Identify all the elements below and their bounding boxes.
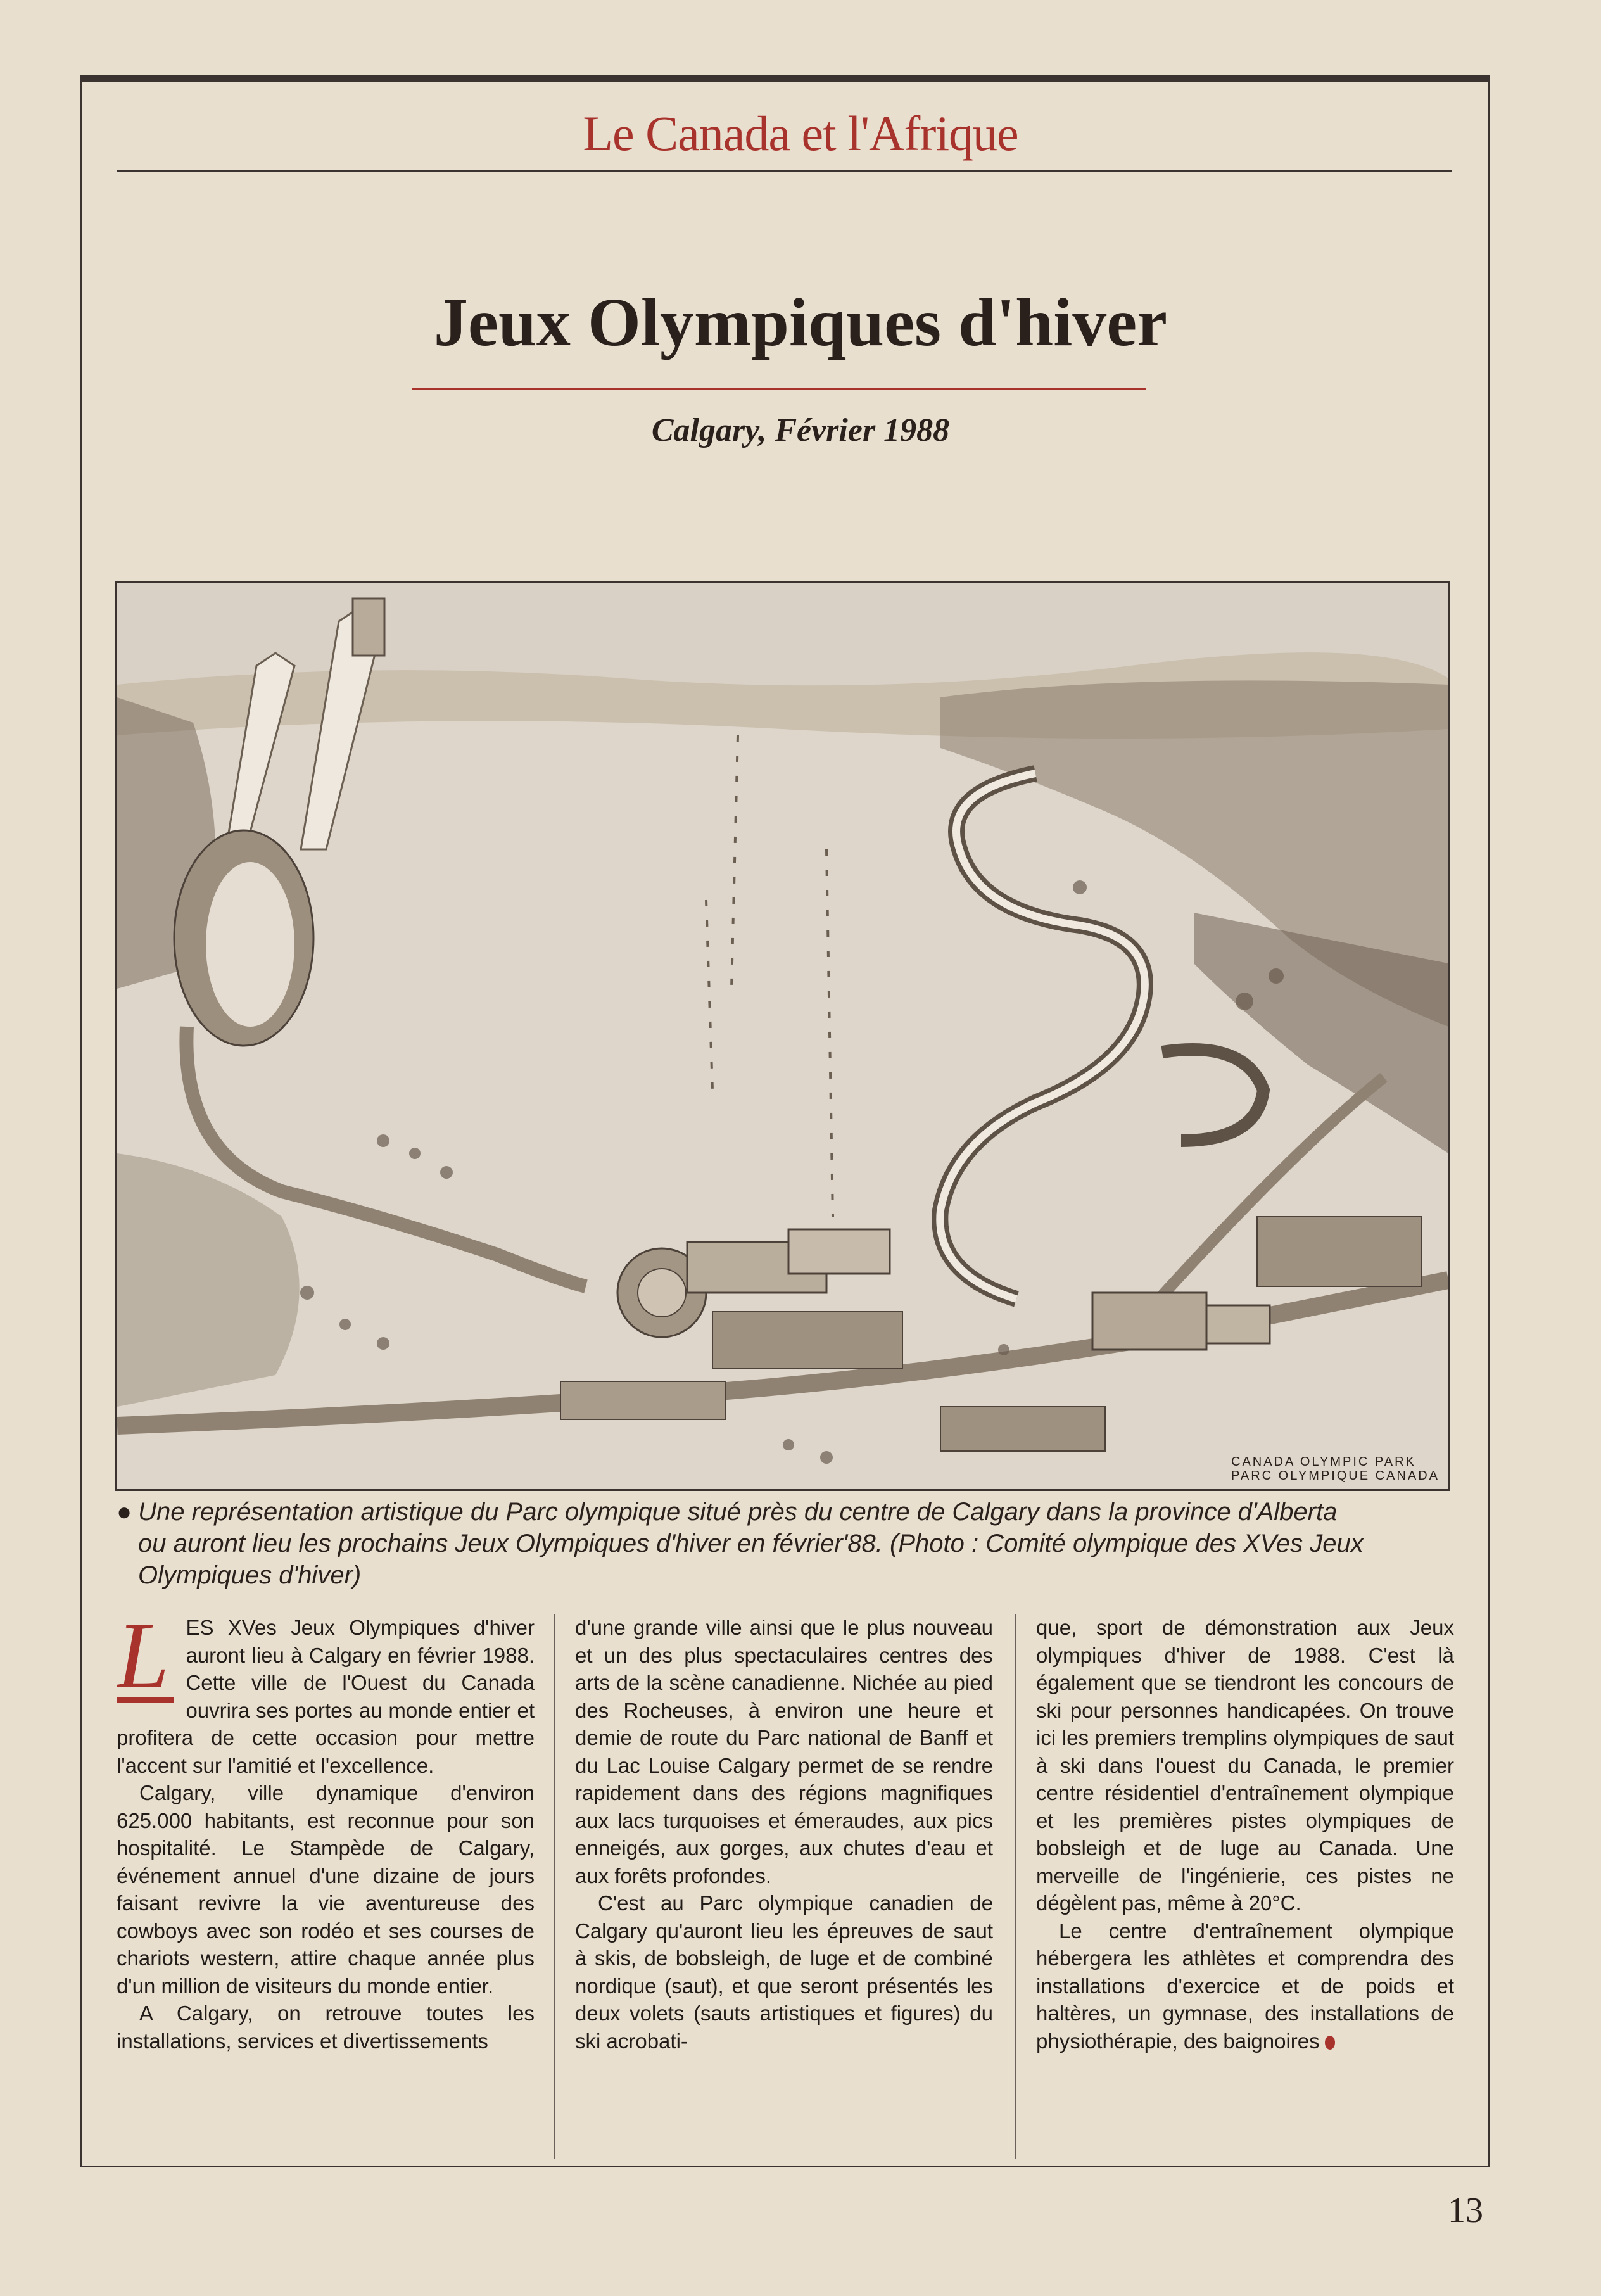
photo-caption xyxy=(117,1496,1453,1591)
caption-line-1: Une représentation artistique du Parc olympique situé près du centre de Calgary dans la province d'Alberta xyxy=(138,1498,1338,1526)
paragraph-text: ES XVes Jeux Olympiques d'hiver auront lieu à Calgary en février 1988. Cette ville de l'Ouest du Canada ouvrira ses portes au monde entier et profitera de cette occasion pour mettre l'accent sur l'amitié et l'excellence. xyxy=(117,1616,535,1777)
title-rule xyxy=(412,388,1146,390)
section-header: Le Canada et l'Afrique xyxy=(583,106,1018,161)
caption-line-3: Olympiques d'hiver) xyxy=(138,1561,362,1589)
caption-line-2: ou auront lieu les prochains Jeux Olympiques d'hiver en février'88. (Photo : Comité olympique des XVes Jeux xyxy=(138,1530,1364,1557)
header-rule xyxy=(117,170,1452,172)
photo-credit-line-2: PARC OLYMPIQUE CANADA xyxy=(1231,1469,1440,1483)
paragraph: A Calgary, on retrouve toutes les installations, services et divertissements xyxy=(117,2001,535,2053)
park-drawing xyxy=(117,583,1448,1489)
paragraph: que, sport de démonstration aux Jeux olympiques d'hiver de 1988. C'est là également que se tiendront les concours de ski pour personnes handicapées. On trouve ici les premiers tremplins olympiques de saut à ski dans l'ouest du Canada, le premier centre résidentiel d'entraînement olympique et les premières pistes olympiques de bobsleigh et de luge au Canada. Une merveille de l'ingénierie, ces pistes ne dégèlent pas, même à 20°C. xyxy=(1036,1616,1454,1915)
paragraph xyxy=(1036,1917,1454,2055)
column-divider xyxy=(1015,1614,1016,2159)
article-body xyxy=(117,1614,1453,2159)
continued-marker-icon xyxy=(1325,2036,1335,2050)
body-column-2 xyxy=(575,1614,993,2159)
photo-credit-line-1: CANADA OLYMPIC PARK xyxy=(1231,1455,1416,1469)
paragraph xyxy=(117,1614,535,1779)
olympic-park-illustration xyxy=(115,581,1450,1491)
page-number: 13 xyxy=(1448,2191,1483,2230)
paragraph: Calgary, ville dynamique d'environ 625.000 habitants, est reconnue pour son hospitalité. Le Stampède de Calgary, événement annuel d'une dizaine de jours faisant revivre la vie aventureuse des cowboys avec son rodéo et ses courses de chariots western, attire chaque année plus d'un million de visiteurs du monde entier. xyxy=(117,1781,535,1998)
photo-credit xyxy=(1231,1455,1440,1483)
caption-bullet: ● xyxy=(117,1498,132,1526)
article-dateline: Calgary, Février 1988 xyxy=(651,412,950,448)
column-divider xyxy=(554,1614,555,2159)
body-column-3 xyxy=(1036,1614,1454,2159)
body-column-1 xyxy=(117,1614,535,2159)
paragraph: C'est au Parc olympique canadien de Calgary qu'auront lieu les épreuves de saut à skis, de bobsleigh, de luge et de combiné nordique (saut), et que seront présentés les deux volets (sauts artistiques et figures) du ski acrobati- xyxy=(575,1891,993,2053)
paragraph: d'une grande ville ainsi que le plus nouveau et un des plus spectaculaires centres des arts de la scène canadienne. Nichée au pied des Rocheuses, à environ une heure et demie de route du Parc national de Banff et du Lac Louise Calgary permet de se rendre rapidement dans des régions magnifiques aux lacs turquoises et émeraudes, aux pics enneigés, aux gorges, aux chutes d'eau et aux forêts profondes. xyxy=(575,1616,993,1887)
drop-cap: L xyxy=(117,1618,174,1703)
article-title: Jeux Olympiques d'hiver xyxy=(433,285,1168,360)
paragraph-text: Le centre d'entraînement olympique hébergera les athlètes et comprendra des installations d'exercice et de poids et haltères, un gymnase, des installations de physiothérapie, des baignoires xyxy=(1036,1919,1454,2053)
